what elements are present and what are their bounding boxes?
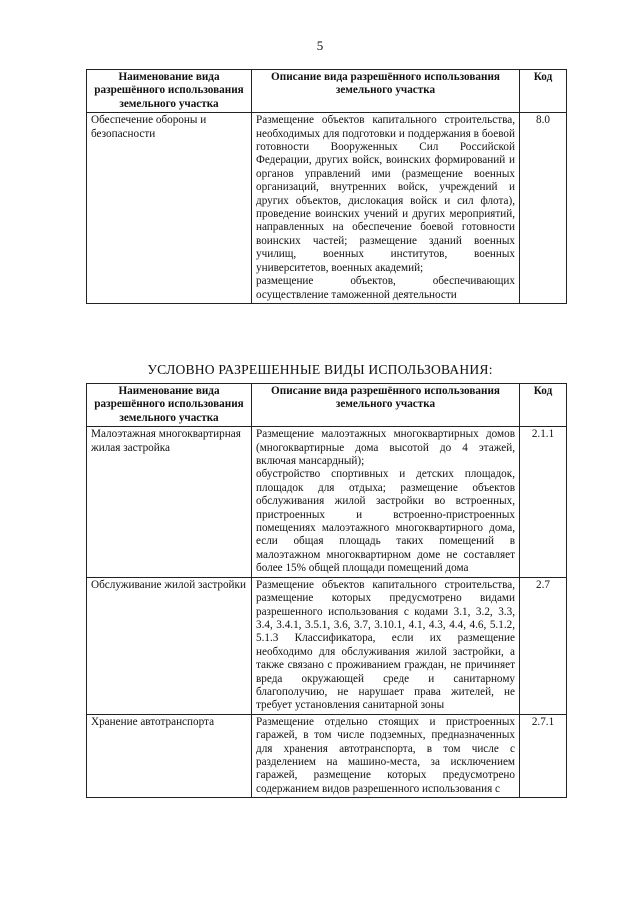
description-paragraph: размещение объектов, обеспечивающих осуществление таможенной деятельности (256, 275, 515, 301)
use-name: Обслуживание жилой застройки (87, 577, 252, 714)
use-description (252, 577, 520, 714)
description-paragraph: обустройство спортивных и детских площадок, площадок для отдыха; размещение объектов обслуживания жилой застройки во встроенных, пристроенных и встроенно-пристроенных помещениях малоэтажного многоквартирного дома, если общая площадь таких помещений в малоэтажном многоквартирном доме не составляет более 15% общей площади помещений дома (256, 468, 515, 575)
table-row (87, 427, 567, 577)
description-paragraph: Размещение объектов капитального строительства, размещение которых предусмотрено видами разрешенного использования с кодами 3.1, 3.2, 3.3, 3.4, 3.4.1, 3.5.1, 3.6, 3.7, 3.10.1, 4.1, 4.3, 4.4, 4.6, 5.1.2, 5.1.3 Классификатора, если их размещение необходимо для обслуживания жилой застройки, а также связано с проживанием граждан, не причиняет вреда окружающей среде и санитарному благополучию, не нарушает права жителей, не требует установления санитарной зоны (256, 578, 515, 712)
header-name: Наименование вида разрешённого использования земельного участка (87, 384, 252, 427)
header-description: Описание вида разрешённого использования земельного участка (252, 384, 520, 427)
section-title: УСЛОВНО РАЗРЕШЕННЫЕ ВИДЫ ИСПОЛЬЗОВАНИЯ: (147, 362, 493, 377)
header-code: Код (520, 70, 567, 113)
description-paragraph: Размещение объектов капитального строительства, необходимых для подготовки и поддержания в боевой готовности Вооруженных Сил Российской Федерации, других войск, воинских формирований и органов управлений ими (размещение военных организаций, внутренних войск, учреждений и других объектов, дислокация войск и сил флота), проведение воинских учений и других мероприятий, направленных на обеспечение боевой готовности воинских частей; размещение зданий военных училищ, военных институтов, военных университетов, военных академий; (256, 114, 515, 274)
use-code: 2.7 (520, 577, 567, 714)
table-row (87, 113, 567, 304)
header-description: Описание вида разрешённого использования земельного участка (252, 70, 520, 113)
use-description (252, 714, 520, 797)
use-name: Хранение автотранспорта (87, 714, 252, 797)
use-code: 8.0 (520, 113, 567, 304)
header-name: Наименование вида разрешённого использования земельного участка (87, 70, 252, 113)
use-description (252, 113, 520, 304)
use-code: 2.1.1 (520, 427, 567, 577)
table-row (87, 714, 567, 797)
header-code: Код (520, 384, 567, 427)
description-paragraph: Размещение отдельно стоящих и пристроенных гаражей, в том числе подземных, предназначенных для хранения автотранспорта, в том числе с разделением на машино-места, за исключением гаражей, размещение которых предусмотрено содержанием видов разрешенного использования с (256, 715, 515, 795)
use-name: Малоэтажная многоквартирная жилая застройка (87, 427, 252, 577)
conditional-uses-table (86, 383, 567, 798)
use-name: Обеспечение обороны и безопасности (87, 113, 252, 304)
page-number: 5 (316, 38, 324, 53)
table-header-row (87, 384, 567, 427)
description-paragraph: Размещение малоэтажных многоквартирных домов (многоквартирные дома высотой до 4 этажей, включая мансардный); (256, 428, 515, 468)
table-row (87, 577, 567, 714)
use-code: 2.7.1 (520, 714, 567, 797)
use-description (252, 427, 520, 577)
permitted-uses-table (86, 69, 567, 304)
table-header-row (87, 70, 567, 113)
